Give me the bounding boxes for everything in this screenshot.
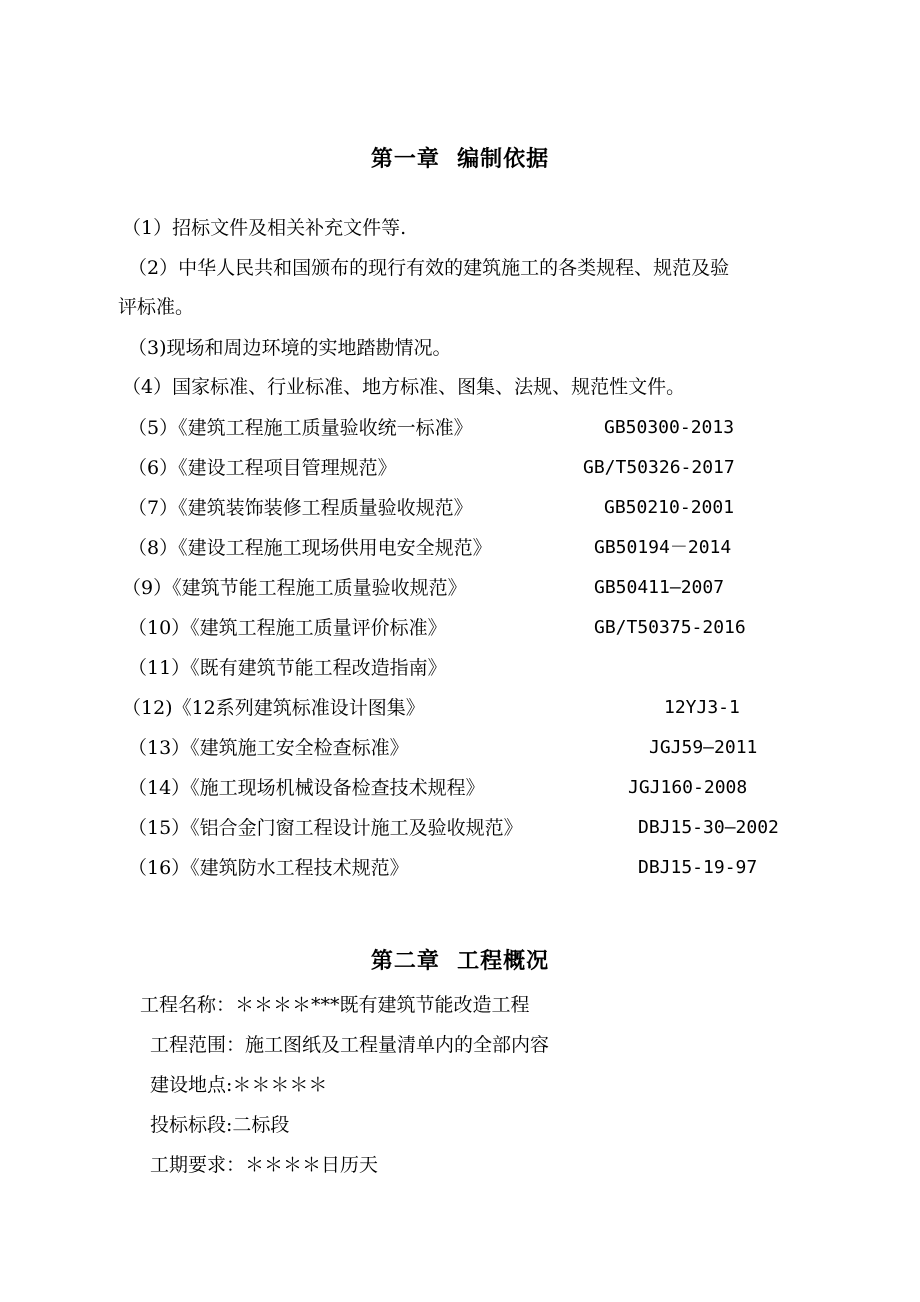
bid-section: 投标标段:二标段 [150, 1114, 290, 1136]
basis-item-12: （12)《12系列建筑标准设计图集》 [122, 697, 425, 719]
basis-item-10: （10）《建筑工程施工质量评价标准》 [128, 617, 447, 639]
standard-code-8: GB50194－2014 [594, 537, 732, 558]
basis-item-11: （11）《既有建筑节能工程改造指南》 [128, 657, 447, 679]
standard-code-15: DBJ15-30—2002 [638, 817, 779, 838]
basis-item-14: （14）《施工现场机械设备检查技术规程》 [128, 777, 485, 799]
basis-item-3: （3)现场和周边环境的实地踏勘情况。 [128, 337, 452, 359]
project-scope: 工程范围：施工图纸及工程量清单内的全部内容 [150, 1034, 550, 1056]
basis-item-15: （15）《铝合金门窗工程设计施工及验收规范》 [128, 817, 523, 839]
basis-item-2-continuation: 评标准。 [118, 296, 195, 318]
basis-item-16: （16）《建筑防水工程技术规范》 [128, 857, 409, 879]
chapter-1-title: 第一章 编制依据 [370, 147, 550, 172]
basis-item-4: （4）国家标准、行业标准、地方标准、图集、法规、规范性文件。 [122, 376, 686, 398]
project-location: 建设地点:＊＊＊＊＊ [150, 1074, 328, 1096]
chapter-2-title: 第二章 工程概况 [370, 949, 550, 974]
standard-code-13: JGJ59—2011 [649, 737, 758, 758]
basis-item-9: （9）《建筑节能工程施工质量验收规范》 [122, 577, 467, 599]
standard-code-10: GB/T50375-2016 [594, 617, 746, 638]
standard-code-14: JGJ160-2008 [628, 777, 748, 798]
duration-requirement: 工期要求：＊＊＊＊日历天 [150, 1154, 379, 1176]
basis-item-5: （5）《建筑工程施工质量验收统一标准》 [128, 417, 473, 439]
basis-item-2: （2）中华人民共和国颁布的现行有效的建筑施工的各类规程、规范及验 [128, 257, 730, 279]
standard-code-7: GB50210-2001 [604, 497, 735, 518]
basis-item-8: （8）《建设工程施工现场供用电安全规范》 [128, 537, 492, 559]
project-name: 工程名称：＊＊＊＊***既有建筑节能改造工程 [140, 994, 530, 1016]
standard-code-5: GB50300-2013 [604, 417, 735, 438]
standard-code-16: DBJ15-19-97 [638, 857, 758, 878]
basis-item-1: （1）招标文件及相关补充文件等. [122, 217, 407, 239]
basis-item-6: （6）《建设工程项目管理规范》 [128, 457, 397, 479]
basis-item-13: （13）《建筑施工安全检查标准》 [128, 737, 409, 759]
standard-code-6: GB/T50326-2017 [583, 457, 735, 478]
standard-code-9: GB50411—2007 [594, 577, 725, 598]
standard-code-12: 12YJ3-1 [664, 697, 740, 718]
basis-item-7: （7）《建筑装饰装修工程质量验收规范》 [128, 497, 473, 519]
